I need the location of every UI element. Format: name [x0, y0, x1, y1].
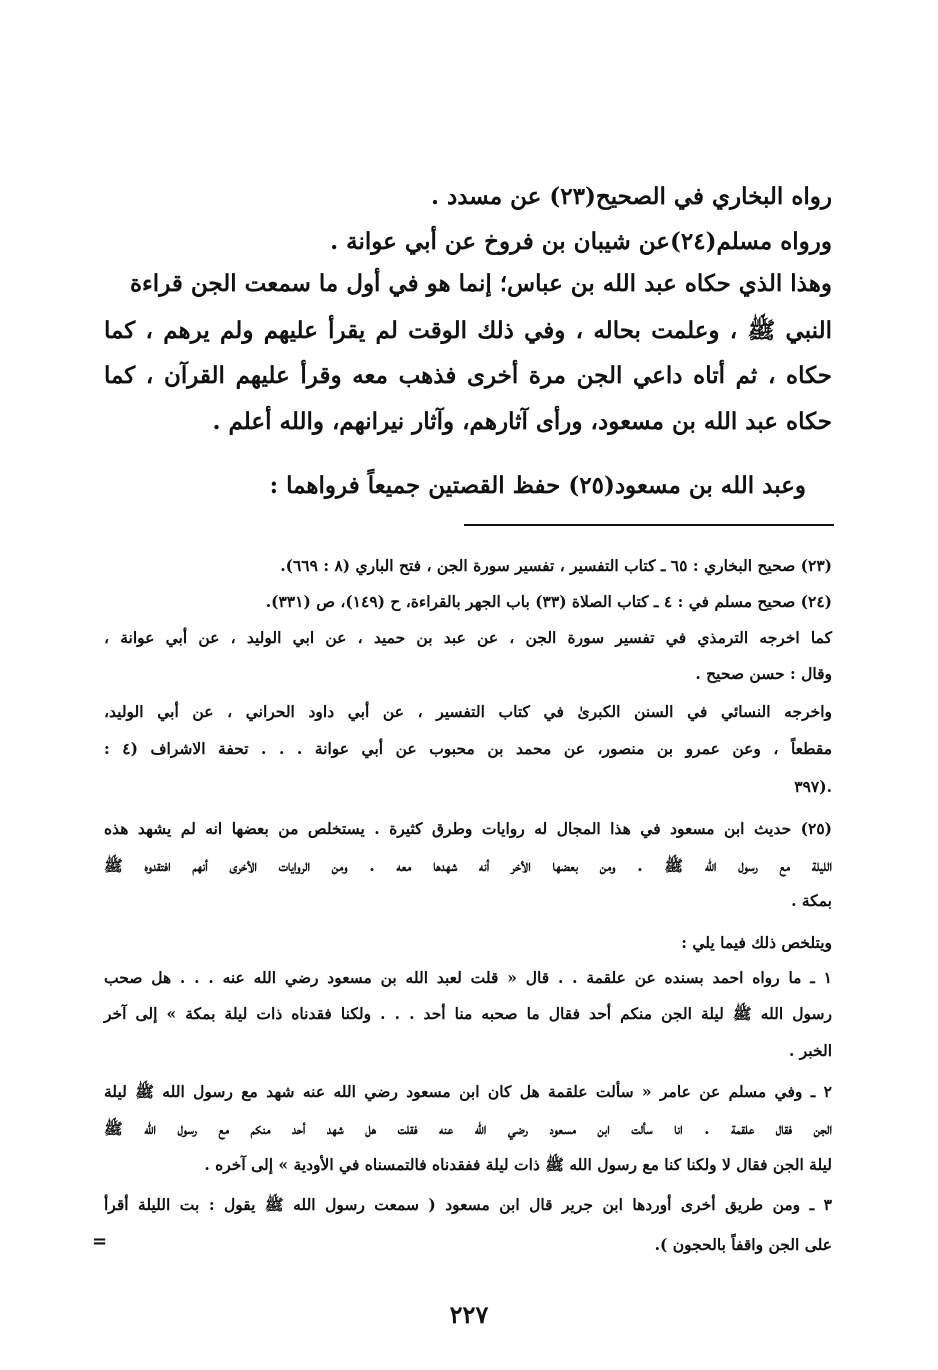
footnote-line: مقطعاً ، وعن عمرو بن منصور، عن محمد بن محبوب عن أبي عوانة . . . تحفة الاشراف (٤ : — [104, 739, 832, 758]
body-line: وهذا الذي حكاه عبد الله بن عباس؛ إنما هو في أول ما سمعت الجن قراءة — [129, 270, 832, 297]
footnote-line: (٢٥) حديث ابن مسعود في هذا المجال له روايات وطرق كثيرة . يستخلص من بعضها انه لم يشهد هذه — [104, 819, 832, 838]
footnote-line: ٢ ـ وفي مسلم عن عامر « سألت علقمة هل كان ابن مسعود رضي الله عنه شهد مع رسول الله ﷺ ليلة — [104, 1082, 832, 1101]
footnote-line: ٣٩٧). — [794, 777, 832, 796]
footnote-line: الليلة مع رسول الله ﷺ . ومن بعضها الأخر أنه شهدها معه . ومن الروايات الأخرى أنهم افتقدوه ﷺ — [104, 856, 832, 875]
body-line: ورواه مسلم(٢٤)عن شيبان بن فروخ عن أبي عوانة . — [330, 228, 832, 255]
footnote-line: على الجن واقفاً بالحجون ). — [654, 1235, 832, 1254]
footnote-line: واخرجه النسائي في السنن الكبرىٰ في كتاب التفسير ، عن أبي داود الحراني ، عن أبي الوليد، — [104, 702, 832, 721]
footnote-line: كما اخرجه الترمذي في تفسير سورة الجن ، عن عبد بن حميد ، عن ابي الوليد ، عن أبي عوانة ، — [104, 628, 832, 647]
footnote-line: وقال : حسن صحيح . — [695, 664, 832, 683]
page-number: ٢٢٧ — [449, 1300, 489, 1329]
footnote-line: (٢٣) صحيح البخاري : ٦٥ ـ كتاب التفسير ، تفسير سورة الجن ، فتح الباري (٨ : ٦٦٩). — [280, 556, 832, 575]
footnote-line: (٢٤) صحيح مسلم في : ٤ ـ كتاب الصلاة (٣٣) باب الجهر بالقراءة، ح (١٤٩)، ص (٣٣١). — [265, 592, 832, 611]
body-line: حكاه ، ثم أتاه داعي الجن مرة أخرى فذهب معه وقرأ عليهم القرآن ، كما — [104, 362, 832, 389]
footnote-line: ٣ ـ ومن طريق أخرى أوردها ابن جرير قال ابن مسعود ( سمعت رسول الله ﷺ يقول : بت الليلة أقرأ — [104, 1195, 832, 1214]
body-line: النبي ﷺ ، وعلمت بحاله ، وفي ذلك الوقت لم يقرأ عليهم ولم يرهم ، كما — [104, 317, 832, 344]
footnote-line: رسول الله ﷺ ليلة الجن منكم أحد فقال ما صحبه منا أحد . . . ولكنا فقدناه ذات ليلة بمكة » إلى آخر — [104, 1004, 832, 1023]
margin-mark: = — [92, 1231, 108, 1252]
footnote-line: ويتلخص ذلك فيما يلي : — [681, 933, 832, 952]
body-line: حكاه عبد الله بن مسعود، ورأى آثارهم، وآثار نيرانهم، والله أعلم . — [212, 408, 832, 435]
footnote-line: الجن فقال علقمة . انا سألت ابن مسعود رضي الله عنه فقلت هل شهد أحد منكم مع رسول الله ﷺ — [104, 1119, 832, 1138]
footnote-line: ليلة الجن فقال لا ولكنا كنا مع رسول الله ﷺ ذات ليلة ففقدناه فالتمسناه في الأودية » إلى آخره . — [204, 1155, 832, 1174]
footnote-line: الخبر . — [788, 1041, 832, 1060]
footnote-line: بمكة . — [791, 891, 832, 910]
body-line: رواه البخاري في الصحيح(٢٣) عن مسدد . — [430, 183, 832, 210]
body-line: وعبد الله بن مسعود(٢٥) حفظ القصتين جميعاً فرواهما : — [269, 472, 806, 499]
footnote-separator — [464, 524, 834, 526]
footnote-line: ١ ـ ما رواه احمد بسنده عن علقمة . . قال « قلت لعبد الله بن مسعود رضي الله عنه . . . هل صحب — [104, 968, 832, 987]
